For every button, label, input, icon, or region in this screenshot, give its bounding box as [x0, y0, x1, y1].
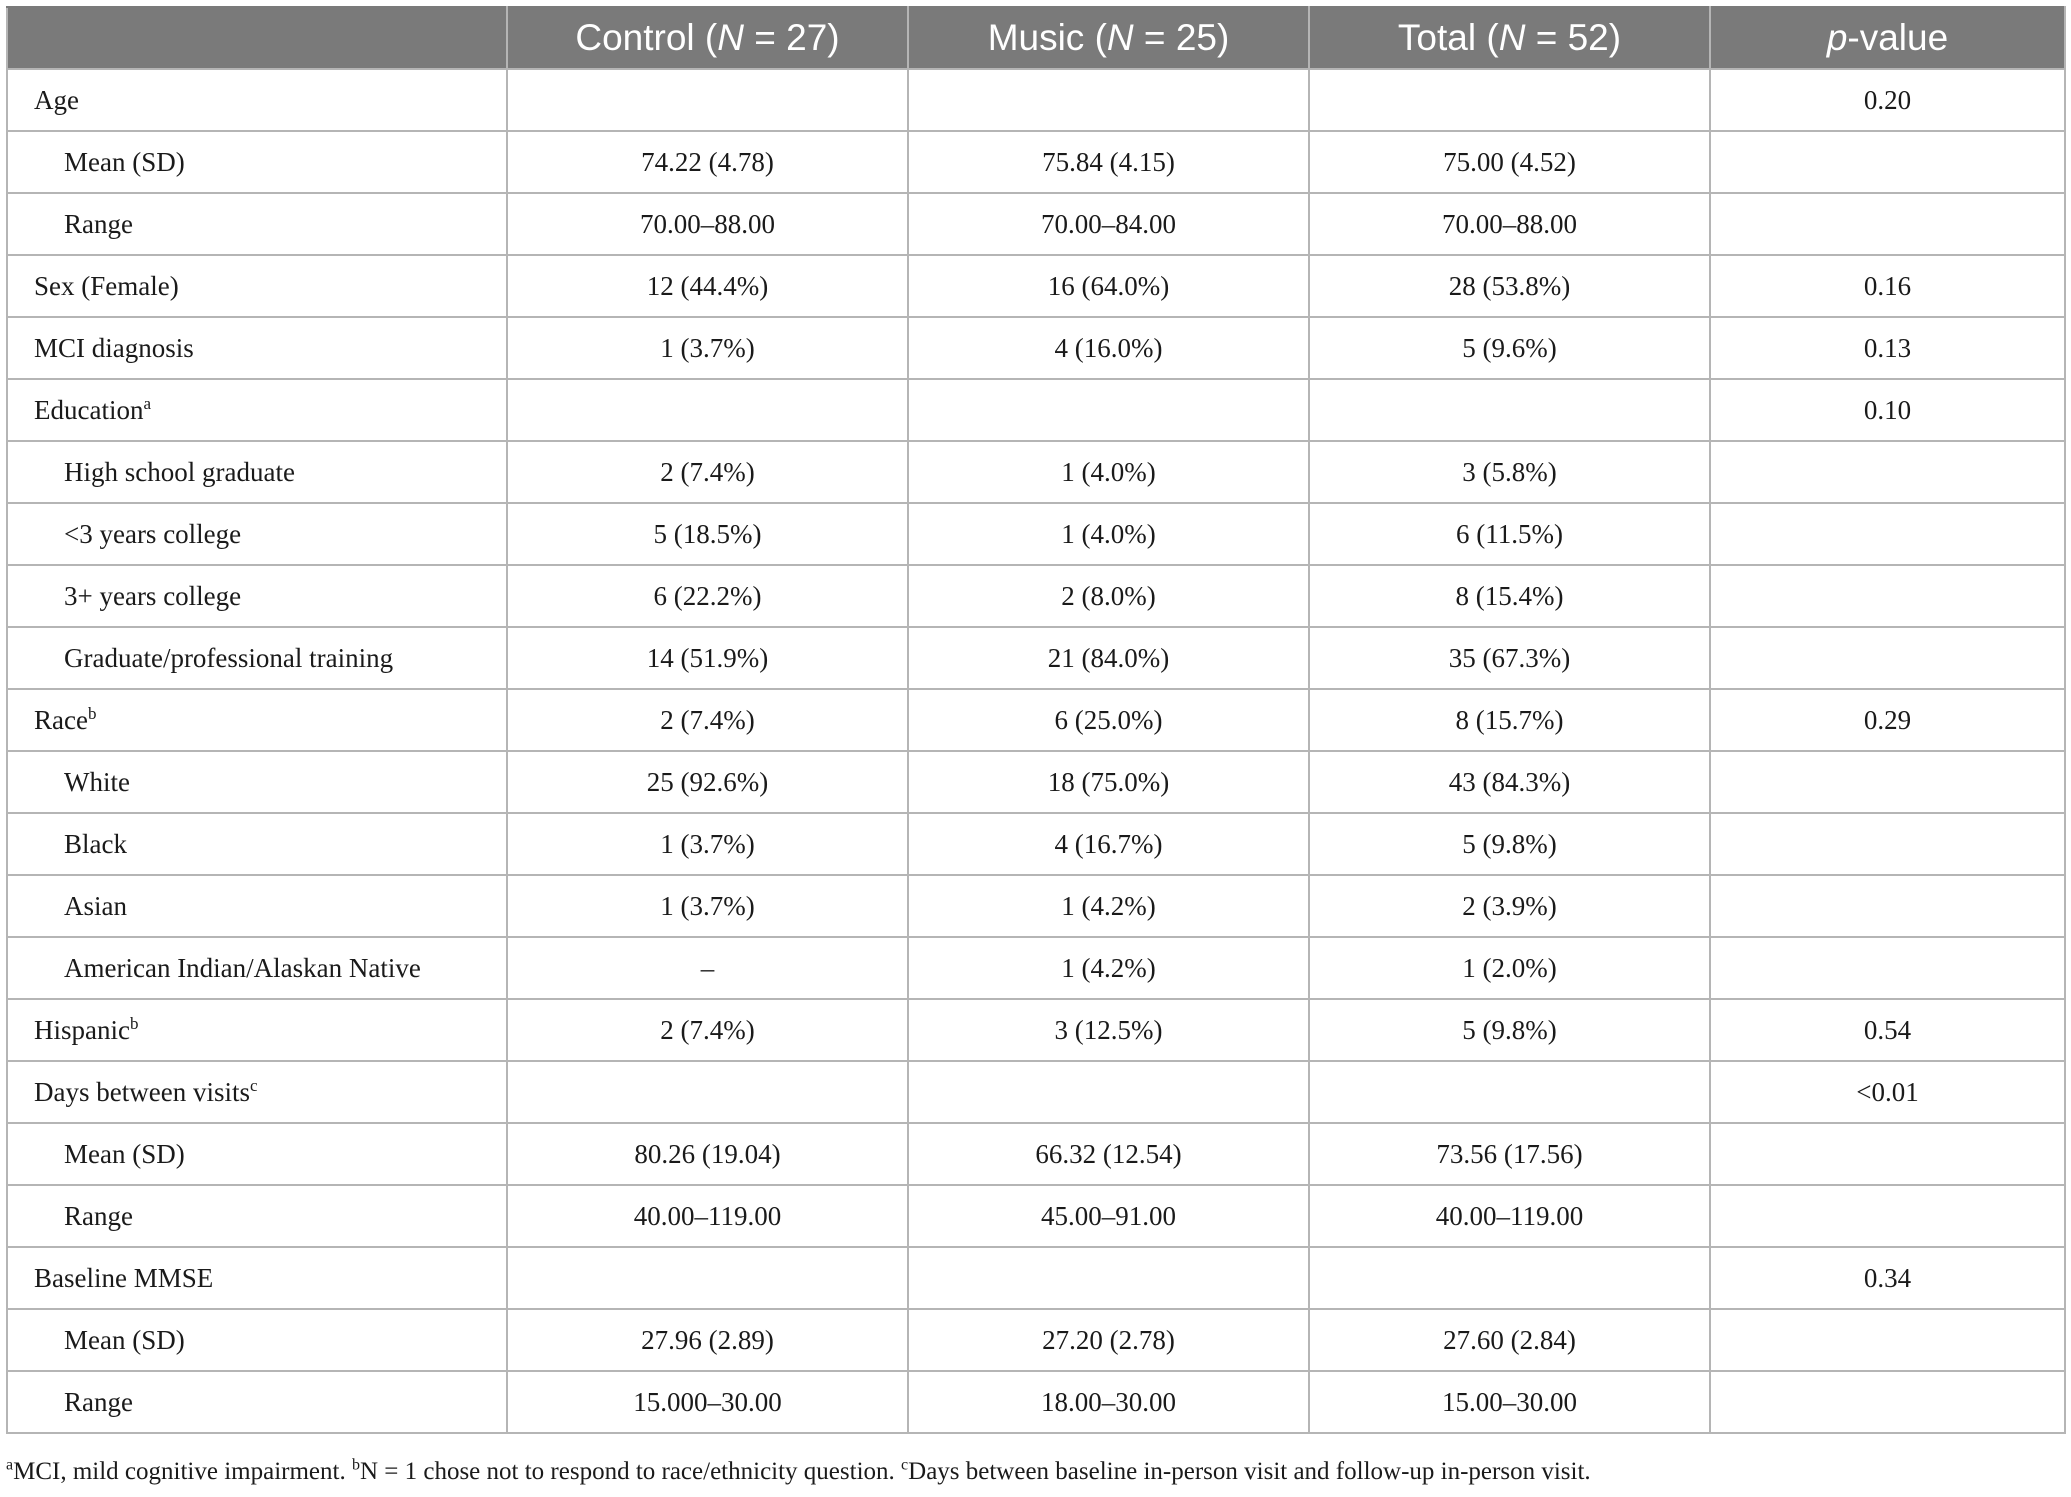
cell-music: 27.20 (2.78)	[908, 1309, 1309, 1371]
row-label: Asian	[64, 890, 127, 921]
row-label: Range	[64, 1386, 133, 1417]
table-row	[7, 999, 2065, 1061]
header-music-n: N	[1106, 17, 1134, 58]
table-row	[7, 69, 2065, 131]
table-row	[7, 751, 2065, 813]
cell-music: 16 (64.0%)	[908, 255, 1309, 317]
row-label-cell	[7, 689, 507, 751]
row-label: Mean (SD)	[64, 1138, 185, 1169]
row-label-cell	[7, 1061, 507, 1123]
cell-p	[1710, 813, 2065, 875]
row-label-cell	[7, 627, 507, 689]
row-label-cell	[7, 503, 507, 565]
table-row	[7, 875, 2065, 937]
row-label-cell	[7, 1309, 507, 1371]
cell-music: 1 (4.0%)	[908, 503, 1309, 565]
table-header-row	[7, 7, 2065, 69]
table-body	[7, 69, 2065, 1433]
cell-music	[908, 379, 1309, 441]
cell-music: 21 (84.0%)	[908, 627, 1309, 689]
row-label-cell	[7, 813, 507, 875]
cell-music: 1 (4.2%)	[908, 875, 1309, 937]
cell-p: 0.10	[1710, 379, 2065, 441]
header-total-prefix: Total (	[1397, 17, 1499, 58]
cell-music: 18.00–30.00	[908, 1371, 1309, 1433]
row-label-footnote-mark: b	[129, 1013, 139, 1033]
table-row	[7, 1061, 2065, 1123]
table-row	[7, 689, 2065, 751]
footnote-c-mark: c	[901, 1456, 909, 1474]
row-label-cell	[7, 379, 507, 441]
row-label: Sex (Female)	[34, 270, 179, 301]
cell-p	[1710, 1123, 2065, 1185]
cell-music: 6 (25.0%)	[908, 689, 1309, 751]
cell-p	[1710, 1309, 2065, 1371]
footnote-a-mark: a	[6, 1456, 14, 1474]
cell-p	[1710, 503, 2065, 565]
cell-p: 0.20	[1710, 69, 2065, 131]
cell-total	[1309, 379, 1710, 441]
cell-p: 0.16	[1710, 255, 2065, 317]
cell-total: 70.00–88.00	[1309, 193, 1710, 255]
cell-p	[1710, 131, 2065, 193]
table-row	[7, 627, 2065, 689]
cell-total: 43 (84.3%)	[1309, 751, 1710, 813]
cell-control: 5 (18.5%)	[507, 503, 908, 565]
row-label-cell	[7, 937, 507, 999]
table-row	[7, 937, 2065, 999]
table-row	[7, 1123, 2065, 1185]
demographics-table	[6, 6, 2066, 1434]
row-label: American Indian/Alaskan Native	[64, 952, 421, 983]
cell-control: 1 (3.7%)	[507, 875, 908, 937]
cell-total: 75.00 (4.52)	[1309, 131, 1710, 193]
cell-total: 35 (67.3%)	[1309, 627, 1710, 689]
table-row	[7, 503, 2065, 565]
row-label-cell	[7, 999, 507, 1061]
row-label-cell	[7, 1185, 507, 1247]
cell-p	[1710, 1371, 2065, 1433]
cell-control: 74.22 (4.78)	[507, 131, 908, 193]
cell-p	[1710, 627, 2065, 689]
cell-total	[1309, 69, 1710, 131]
cell-p: 0.13	[1710, 317, 2065, 379]
table-row	[7, 255, 2065, 317]
row-label-footnote-mark: c	[249, 1075, 258, 1095]
row-label: High school graduate	[64, 456, 295, 487]
row-label-cell	[7, 441, 507, 503]
row-label: Age	[34, 84, 79, 115]
cell-control: 2 (7.4%)	[507, 441, 908, 503]
cell-total: 2 (3.9%)	[1309, 875, 1710, 937]
cell-control: 2 (7.4%)	[507, 999, 908, 1061]
cell-total: 73.56 (17.56)	[1309, 1123, 1710, 1185]
cell-control: 25 (92.6%)	[507, 751, 908, 813]
header-p-suffix: -value	[1847, 17, 1949, 58]
cell-total: 27.60 (2.84)	[1309, 1309, 1710, 1371]
header-control-suffix: = 27)	[743, 17, 840, 58]
row-label: Range	[64, 208, 133, 239]
cell-music: 3 (12.5%)	[908, 999, 1309, 1061]
row-label-cell	[7, 131, 507, 193]
row-label: Graduate/professional training	[64, 642, 394, 673]
row-label-cell	[7, 875, 507, 937]
table-row	[7, 379, 2065, 441]
header-music-suffix: = 25)	[1133, 17, 1230, 58]
cell-p	[1710, 875, 2065, 937]
footnote-c-text: Days between baseline in-person visit and follow-up in-person visit.	[908, 1458, 1591, 1485]
cell-music	[908, 1061, 1309, 1123]
cell-music: 66.32 (12.54)	[908, 1123, 1309, 1185]
table-row	[7, 193, 2065, 255]
table-row	[7, 441, 2065, 503]
row-label: Black	[64, 828, 127, 859]
row-label-cell	[7, 1371, 507, 1433]
cell-total: 6 (11.5%)	[1309, 503, 1710, 565]
cell-control: 2 (7.4%)	[507, 689, 908, 751]
header-control-n: N	[717, 17, 744, 58]
header-music-prefix: Music (	[987, 17, 1107, 58]
row-label-cell	[7, 69, 507, 131]
header-control-column	[507, 7, 908, 69]
cell-control: 70.00–88.00	[507, 193, 908, 255]
cell-p	[1710, 565, 2065, 627]
cell-control: 12 (44.4%)	[507, 255, 908, 317]
row-label: Race	[34, 704, 88, 735]
row-label-cell	[7, 1247, 507, 1309]
cell-total: 28 (53.8%)	[1309, 255, 1710, 317]
footnote-a-text: MCI, mild cognitive impairment.	[13, 1458, 352, 1485]
cell-p	[1710, 193, 2065, 255]
cell-p	[1710, 751, 2065, 813]
cell-total	[1309, 1061, 1710, 1123]
cell-control: 6 (22.2%)	[507, 565, 908, 627]
cell-total: 8 (15.7%)	[1309, 689, 1710, 751]
cell-p	[1710, 1185, 2065, 1247]
row-label: Education	[34, 394, 144, 425]
cell-control	[507, 69, 908, 131]
header-total-n: N	[1498, 17, 1526, 58]
cell-p: 0.54	[1710, 999, 2065, 1061]
header-p-letter: p	[1826, 17, 1848, 58]
table-row	[7, 565, 2065, 627]
cell-music: 1 (4.2%)	[908, 937, 1309, 999]
row-label: Mean (SD)	[64, 146, 185, 177]
table-row	[7, 1309, 2065, 1371]
cell-music: 70.00–84.00	[908, 193, 1309, 255]
cell-music: 18 (75.0%)	[908, 751, 1309, 813]
cell-p	[1710, 441, 2065, 503]
table-row	[7, 1247, 2065, 1309]
cell-total: 1 (2.0%)	[1309, 937, 1710, 999]
cell-control	[507, 379, 908, 441]
cell-total: 3 (5.8%)	[1309, 441, 1710, 503]
cell-total: 15.00–30.00	[1309, 1371, 1710, 1433]
header-total-column	[1309, 7, 1710, 69]
cell-control: –	[507, 937, 908, 999]
table-row	[7, 131, 2065, 193]
cell-music: 4 (16.7%)	[908, 813, 1309, 875]
row-label-cell	[7, 255, 507, 317]
cell-music	[908, 69, 1309, 131]
row-label: Range	[64, 1200, 133, 1231]
row-label: Baseline MMSE	[34, 1262, 214, 1293]
cell-control: 1 (3.7%)	[507, 317, 908, 379]
table-row	[7, 1371, 2065, 1433]
row-label-cell	[7, 565, 507, 627]
row-label: 3+ years college	[64, 580, 242, 611]
header-p-value-column	[1710, 7, 2065, 69]
header-label-column	[7, 7, 507, 69]
cell-total: 5 (9.8%)	[1309, 813, 1710, 875]
cell-p: 0.29	[1710, 689, 2065, 751]
cell-total: 5 (9.6%)	[1309, 317, 1710, 379]
cell-music	[908, 1247, 1309, 1309]
row-label-footnote-mark: a	[143, 393, 152, 413]
cell-control	[507, 1247, 908, 1309]
row-label: Days between visits	[34, 1076, 250, 1107]
cell-total: 5 (9.8%)	[1309, 999, 1710, 1061]
header-music-column	[908, 7, 1309, 69]
cell-p: <0.01	[1710, 1061, 2065, 1123]
row-label: Hispanic	[34, 1014, 130, 1045]
cell-control: 15.000–30.00	[507, 1371, 908, 1433]
row-label: <3 years college	[64, 518, 242, 549]
cell-control: 40.00–119.00	[507, 1185, 908, 1247]
row-label-cell	[7, 317, 507, 379]
cell-p: 0.34	[1710, 1247, 2065, 1309]
row-label-cell	[7, 751, 507, 813]
cell-total	[1309, 1247, 1710, 1309]
header-total-suffix: = 52)	[1525, 17, 1622, 58]
row-label: MCI diagnosis	[34, 332, 194, 363]
row-label-cell	[7, 1123, 507, 1185]
table-row	[7, 813, 2065, 875]
cell-music: 1 (4.0%)	[908, 441, 1309, 503]
cell-p	[1710, 937, 2065, 999]
table-row	[7, 317, 2065, 379]
demographics-table-container	[6, 6, 2064, 1434]
cell-control: 27.96 (2.89)	[507, 1309, 908, 1371]
cell-total: 40.00–119.00	[1309, 1185, 1710, 1247]
cell-total: 8 (15.4%)	[1309, 565, 1710, 627]
cell-music: 75.84 (4.15)	[908, 131, 1309, 193]
cell-control: 80.26 (19.04)	[507, 1123, 908, 1185]
footnote-b-mark: b	[351, 1456, 360, 1474]
row-label: Mean (SD)	[64, 1324, 185, 1355]
cell-control	[507, 1061, 908, 1123]
table-row	[7, 1185, 2065, 1247]
cell-music: 4 (16.0%)	[908, 317, 1309, 379]
row-label: White	[64, 766, 130, 797]
footnote-b-text: N = 1 chose not to respond to race/ethnicity question.	[359, 1458, 902, 1485]
cell-control: 14 (51.9%)	[507, 627, 908, 689]
row-label-cell	[7, 193, 507, 255]
table-footnote	[6, 1458, 1591, 1486]
cell-music: 2 (8.0%)	[908, 565, 1309, 627]
cell-control: 1 (3.7%)	[507, 813, 908, 875]
row-label-footnote-mark: b	[87, 703, 97, 723]
cell-music: 45.00–91.00	[908, 1185, 1309, 1247]
header-control-prefix: Control (	[575, 17, 718, 58]
